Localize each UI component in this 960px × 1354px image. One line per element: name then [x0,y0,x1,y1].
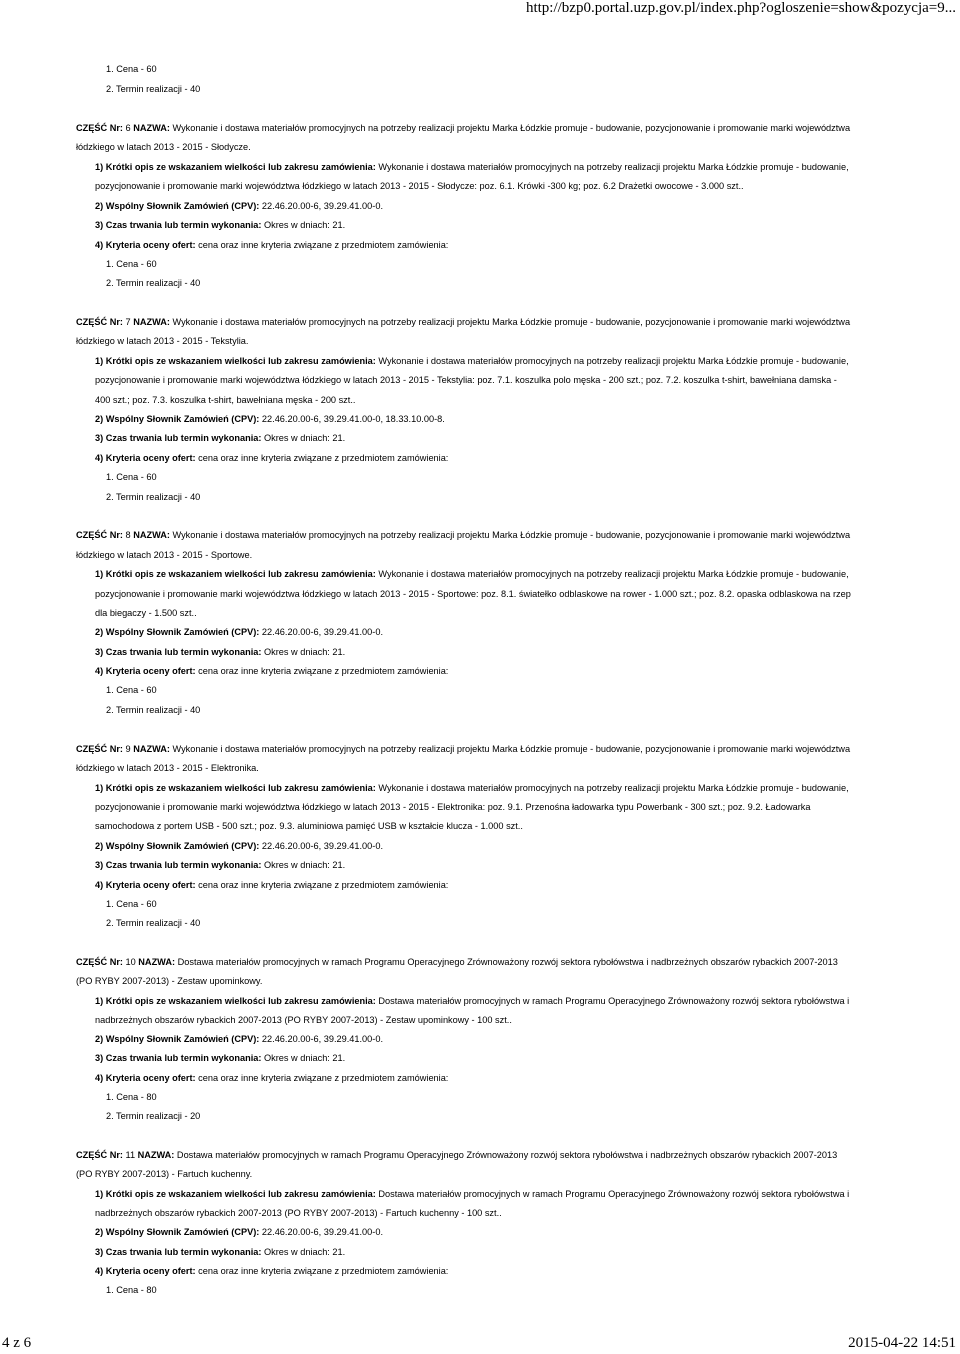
text-line [76,1168,252,1180]
bold-label: 3) Czas trwania lub termin wykonania: [95,647,262,657]
bold-label: CZĘŚĆ Nr: [76,744,123,754]
criterion-item [106,258,157,270]
bold-label: 4) Kryteria oceny ofert: [95,666,196,676]
text-line [95,180,744,192]
section-item [95,1033,383,1045]
line-text: nadbrzeżnych obszarów rybackich 2007-2013 (PO RYBY 2007-2013) - Fartuch kuchenny - 100 szt.. [95,1208,502,1218]
line-text: pozycjonowanie i promowanie marki województwa łódzkiego w latach 2013 - 2015 - Słodycze: poz. 6.1. Krówki -300 kg; poz. 6.2 Drażetki owocowe - 3.000 szt.. [95,181,744,191]
section-item [95,1188,849,1200]
text-line [95,374,837,386]
bold-label: 4) Kryteria oceny ofert: [95,453,196,463]
line-text: cena oraz inne kryteria związane z przedmiotem zamówienia: [195,453,449,463]
section-item [95,646,345,658]
criterion-item [106,1110,200,1122]
bold-label: 2) Wspólny Słownik Zamówień (CPV): [95,627,260,637]
bold-label: 1) Krótki opis ze wskazaniem wielkości lub zakresu zamówienia: [95,783,376,793]
line-text: 1. Cena - 60 [106,899,157,909]
criterion-item [106,1284,157,1296]
line-text: 2. Termin realizacji - 40 [106,492,201,502]
part-heading [76,529,850,541]
line-text: 1. Cena - 60 [106,685,157,695]
line-text: 10 [122,957,139,967]
text-line [95,820,523,832]
line-text: pozycjonowanie i promowanie marki województwa łódzkiego w latach 2013 - 2015 - Sportowe: poz. 8.1. światełko odblaskowe na rower - 1.000 szt.; poz. 8.2. opaska odblaskowa na rzep [95,589,851,599]
print-datetime: 2015-04-22 14:51 [848,1335,956,1351]
line-text: 2. Termin realizacji - 40 [106,278,201,288]
bold-label: 1) Krótki opis ze wskazaniem wielkości lub zakresu zamówienia: [95,569,376,579]
section-item [95,432,345,444]
criterion-item [106,1091,157,1103]
page-url: http://bzp0.portal.uzp.gov.pl/index.php?ogloszenie=show&pozycja=9... [525,0,956,16]
section-item [95,1265,448,1277]
text-line [95,394,355,406]
line-text: 22.46.20.00-6, 39.29.41.00-0, 18.33.10.00-8. [259,414,445,424]
criterion-item [106,83,200,95]
text-line [76,141,251,153]
bold-label: NAZWA: [133,123,170,133]
bold-label: NAZWA: [133,530,170,540]
line-text: (PO RYBY 2007-2013) - Zestaw upominkowy. [76,976,263,986]
line-text: Wykonanie i dostawa materiałów promocyjnych na potrzeby realizacji projektu Marka Łódzkie promuje - budowanie, pozycjonowanie i promowanie marki województwa [169,744,851,754]
bold-label: 4) Kryteria oceny ofert: [95,1073,196,1083]
line-text: Okres w dniach: 21. [261,1053,346,1063]
line-text: Dostawa materiałów promocyjnych w ramach Programu Operacyjnego Zrównoważony rozwój sektora rybołówstwa i nadbrzeżnych obszarów rybackich 2007-2013 [174,1150,838,1160]
section-item [95,1052,345,1064]
bold-label: 4) Kryteria oceny ofert: [95,1266,196,1276]
line-text: (PO RYBY 2007-2013) - Fartuch kuchenny. [76,1169,253,1179]
page-number: 4 z 6 [2,1335,32,1351]
section-item [95,568,849,580]
criterion-item [106,917,200,929]
line-text: łódzkiego w latach 2013 - 2015 - Tekstylia. [76,336,249,346]
section-item [95,665,448,677]
bold-label: 3) Czas trwania lub termin wykonania: [95,433,262,443]
line-text: pozycjonowanie i promowanie marki województwa łódzkiego w latach 2013 - 2015 - Tekstylia: poz. 7.1. koszulka polo męska - 200 szt.; poz. 7.2. koszulka t-shirt, bawełniana damska - [95,375,837,385]
bold-label: 4) Kryteria oceny ofert: [95,240,196,250]
line-text: łódzkiego w latach 2013 - 2015 - Słodycze. [76,142,251,152]
text-line [76,335,248,347]
line-text: cena oraz inne kryteria związane z przedmiotem zamówienia: [195,666,449,676]
criterion-item [106,471,157,483]
section-item [95,1226,383,1238]
section-item [95,219,345,231]
line-text: 400 szt.; poz. 7.3. koszulka t-shirt, bawełniana męska - 200 szt.. [95,395,356,405]
line-text: Okres w dniach: 21. [261,433,346,443]
line-text: 11 [122,1150,138,1160]
criterion-item [106,491,200,503]
line-text: Wykonanie i dostawa materiałów promocyjnych na potrzeby realizacji projektu Marka Łódzkie promuje - budowanie, [375,569,849,579]
section-item [95,1072,448,1084]
line-text: cena oraz inne kryteria związane z przedmiotem zamówienia: [195,880,449,890]
bold-label: CZĘŚĆ Nr: [76,123,123,133]
text-line [76,975,262,987]
part-heading [76,956,838,968]
section-item [95,161,849,173]
line-text: samochodowa z portem USB - 500 szt.; poz. 9.3. aluminiowa pamięć USB w kształcie klucza - 1.000 szt.. [95,821,523,831]
section-item [95,782,849,794]
line-text: cena oraz inne kryteria związane z przedmiotem zamówienia: [195,1073,449,1083]
line-text: 2. Termin realizacji - 20 [106,1111,201,1121]
section-item [95,355,849,367]
line-text: nadbrzeżnych obszarów rybackich 2007-2013 (PO RYBY 2007-2013) - Zestaw upominkowy - 100 szt.. [95,1015,512,1025]
criterion-item [106,277,200,289]
bold-label: 1) Krótki opis ze wskazaniem wielkości lub zakresu zamówienia: [95,996,376,1006]
line-text: 6 [122,123,134,133]
bold-label: 2) Wspólny Słownik Zamówień (CPV): [95,201,260,211]
section-item [95,995,849,1007]
bold-label: NAZWA: [133,744,170,754]
line-text: 9 [122,744,134,754]
bold-label: 2) Wspólny Słownik Zamówień (CPV): [95,1227,260,1237]
line-text: 1. Cena - 80 [106,1092,157,1102]
line-text: 22.46.20.00-6, 39.29.41.00-0. [259,841,383,851]
bold-label: NAZWA: [133,317,170,327]
text-line [95,1207,502,1219]
bold-label: NAZWA: [137,1150,175,1160]
bold-label: NAZWA: [138,957,176,967]
line-text: 22.46.20.00-6, 39.29.41.00-0. [259,201,383,211]
section-item [95,879,448,891]
bold-label: 1) Krótki opis ze wskazaniem wielkości lub zakresu zamówienia: [95,356,376,366]
bold-label: CZĘŚĆ Nr: [76,317,123,327]
line-text: Wykonanie i dostawa materiałów promocyjnych na potrzeby realizacji projektu Marka Łódzkie promuje - budowanie, [375,356,849,366]
criterion-item [106,898,157,910]
bold-label: CZĘŚĆ Nr: [76,957,123,967]
line-text: Wykonanie i dostawa materiałów promocyjnych na potrzeby realizacji projektu Marka Łódzkie promuje - budowanie, pozycjonowanie i promowanie marki województwa [169,530,851,540]
section-item [95,452,448,464]
bold-label: 3) Czas trwania lub termin wykonania: [95,1053,262,1063]
line-text: 22.46.20.00-6, 39.29.41.00-0. [259,627,383,637]
bold-label: 3) Czas trwania lub termin wykonania: [95,860,262,870]
criterion-item [106,63,157,75]
line-text: 22.46.20.00-6, 39.29.41.00-0. [259,1227,383,1237]
line-text: 2. Termin realizacji - 40 [106,705,201,715]
section-item [95,859,345,871]
line-text: 7 [122,317,134,327]
part-heading [76,743,850,755]
line-text: Wykonanie i dostawa materiałów promocyjnych na potrzeby realizacji projektu Marka Łódzkie promuje - budowanie, [375,162,849,172]
bold-label: 3) Czas trwania lub termin wykonania: [95,220,262,230]
line-text: cena oraz inne kryteria związane z przedmiotem zamówienia: [195,240,449,250]
line-text: 1. Cena - 60 [106,472,157,482]
line-text: 8 [122,530,134,540]
line-text: Wykonanie i dostawa materiałów promocyjnych na potrzeby realizacji projektu Marka Łódzkie promuje - budowanie, pozycjonowanie i promowanie marki województwa [169,123,851,133]
section-item [95,239,448,251]
criterion-item [106,704,200,716]
section-item [95,413,445,425]
bold-label: 1) Krótki opis ze wskazaniem wielkości lub zakresu zamówienia: [95,162,376,172]
line-text: 22.46.20.00-6, 39.29.41.00-0. [259,1034,383,1044]
part-heading [76,316,850,328]
text-line [95,1014,512,1026]
bold-label: 2) Wspólny Słownik Zamówień (CPV): [95,1034,260,1044]
line-text: Okres w dniach: 21. [261,860,346,870]
bold-label: CZĘŚĆ Nr: [76,1150,123,1160]
text-line [76,549,252,561]
line-text: Dostawa materiałów promocyjnych w ramach Programu Operacyjnego Zrównoważony rozwój sektora rybołówstwa i [375,996,850,1006]
text-line [95,607,197,619]
bold-label: 3) Czas trwania lub termin wykonania: [95,1247,262,1257]
bold-label: 2) Wspólny Słownik Zamówień (CPV): [95,841,260,851]
line-text: Okres w dniach: 21. [261,1247,346,1257]
section-item [95,840,383,852]
line-text: łódzkiego w latach 2013 - 2015 - Sportowe. [76,550,253,560]
line-text: pozycjonowanie i promowanie marki województwa łódzkiego w latach 2013 - 2015 - Elektronika: poz. 9.1. Przenośna ładowarka typu Powerbank - 300 szt.; poz. 9.2. Ładowarka [95,802,811,812]
line-text: Okres w dniach: 21. [261,220,346,230]
part-heading [76,1149,837,1161]
bold-label: 1) Krótki opis ze wskazaniem wielkości lub zakresu zamówienia: [95,1189,376,1199]
text-line [76,762,259,774]
section-item [95,626,383,638]
line-text: Wykonanie i dostawa materiałów promocyjnych na potrzeby realizacji projektu Marka Łódzkie promuje - budowanie, pozycjonowanie i promowanie marki województwa [169,317,851,327]
line-text: 2. Termin realizacji - 40 [106,84,201,94]
text-line [95,588,851,600]
line-text: dla biegaczy - 1.500 szt.. [95,608,197,618]
line-text: Dostawa materiałów promocyjnych w ramach Programu Operacyjnego Zrównoważony rozwój sektora rybołówstwa i [375,1189,850,1199]
line-text: cena oraz inne kryteria związane z przedmiotem zamówienia: [195,1266,449,1276]
line-text: 1. Cena - 80 [106,1285,157,1295]
line-text: 1. Cena - 60 [106,64,157,74]
line-text: 1. Cena - 60 [106,259,157,269]
criterion-item [106,684,157,696]
section-item [95,200,383,212]
line-text: łódzkiego w latach 2013 - 2015 - Elektronika. [76,763,259,773]
section-item [95,1246,345,1258]
bold-label: 4) Kryteria oceny ofert: [95,880,196,890]
part-heading [76,122,850,134]
line-text: Wykonanie i dostawa materiałów promocyjnych na potrzeby realizacji projektu Marka Łódzkie promuje - budowanie, [375,783,849,793]
line-text: 2. Termin realizacji - 40 [106,918,201,928]
bold-label: 2) Wspólny Słownik Zamówień (CPV): [95,414,260,424]
bold-label: CZĘŚĆ Nr: [76,530,123,540]
line-text: Okres w dniach: 21. [261,647,346,657]
line-text: Dostawa materiałów promocyjnych w ramach Programu Operacyjnego Zrównoważony rozwój sektora rybołówstwa i nadbrzeżnych obszarów rybackich 2007-2013 [175,957,838,967]
text-line [95,801,810,813]
